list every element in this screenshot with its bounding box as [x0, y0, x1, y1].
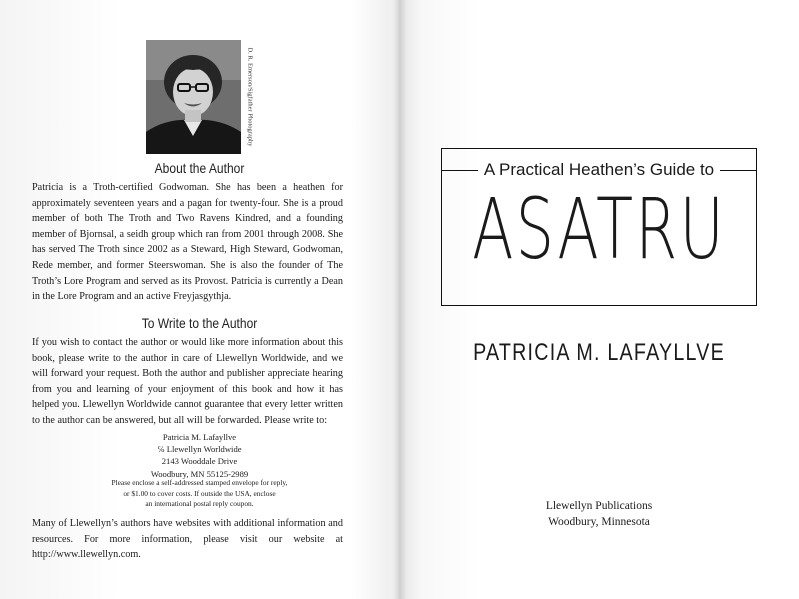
author-photo: [146, 40, 241, 154]
envelope-note-line: Please enclose a self-addressed stamped envelope for reply,: [111, 478, 288, 487]
book-subtitle: [399, 160, 799, 180]
address-name: Patricia M. Lafayllve: [162, 432, 237, 442]
websites-text: Many of Llewellyn’s authors have websites with additional information and resources. For more information, please visit our website at http://www.llewellyn.com.: [32, 518, 343, 561]
envelope-note-line: an international postal reply coupon.: [145, 499, 254, 509]
right-page: [399, 0, 799, 599]
envelope-note: [0, 478, 399, 510]
write-heading: To Write to the Author: [141, 315, 258, 331]
write-text: If you wish to contact the author or would like more information about this book, please write to the author in care of Llewellyn Worldwide, and we will forward your request. Both the author and publisher appreciate hearing from you and learning of your enjoyment of this book and how it has helped you. Llewellyn Worldwide cannot guarantee that every letter written to the author can be answered, but all will be forwarded. Please write to:: [32, 337, 343, 426]
photo-credit: D. R. Emerson/Sigfather Photography: [246, 47, 254, 147]
publisher-name: Llewellyn Publications: [545, 500, 653, 512]
about-text: Patricia is a Troth-certified Godwoman. She has been a heathen for approximately seventeen years and a pagan for twenty-four. She is a proud member of both The Troth and Two Ravens Kindred, and a founding member of Bjornsal, a seidh group which ran from 2001 through 2008. She has served The Troth since 2002 as a Steward, High Steward, Godwoman, Rede member, and former Steerswoman. She is also the founder of The Troth’s Lore Program and served as its Provost. Patricia is currently a Dean in the Lore Program and an active Freyjasgythja.: [32, 182, 343, 303]
book-author: PATRICIA M. LAFAYLLVE: [473, 339, 725, 366]
address-city: Woodbury, MN 55125-2989: [150, 468, 249, 479]
envelope-note-line: or $1.00 to cover costs. If outside the USA, enclose: [123, 488, 276, 498]
address-street: 2143 Wooddale Drive: [161, 456, 238, 467]
address-care-of: ℅ Llewellyn Worldwide: [157, 444, 242, 455]
book-subtitle-text: A Practical Heathen’s Guide to: [478, 160, 720, 179]
about-heading: About the Author: [154, 160, 245, 176]
book-title: ASATRU: [472, 180, 726, 278]
publisher-location: Woodbury, Minnesota: [548, 516, 650, 528]
mailing-address: [0, 431, 399, 480]
left-page: [0, 0, 399, 599]
book-gutter: [393, 0, 407, 599]
